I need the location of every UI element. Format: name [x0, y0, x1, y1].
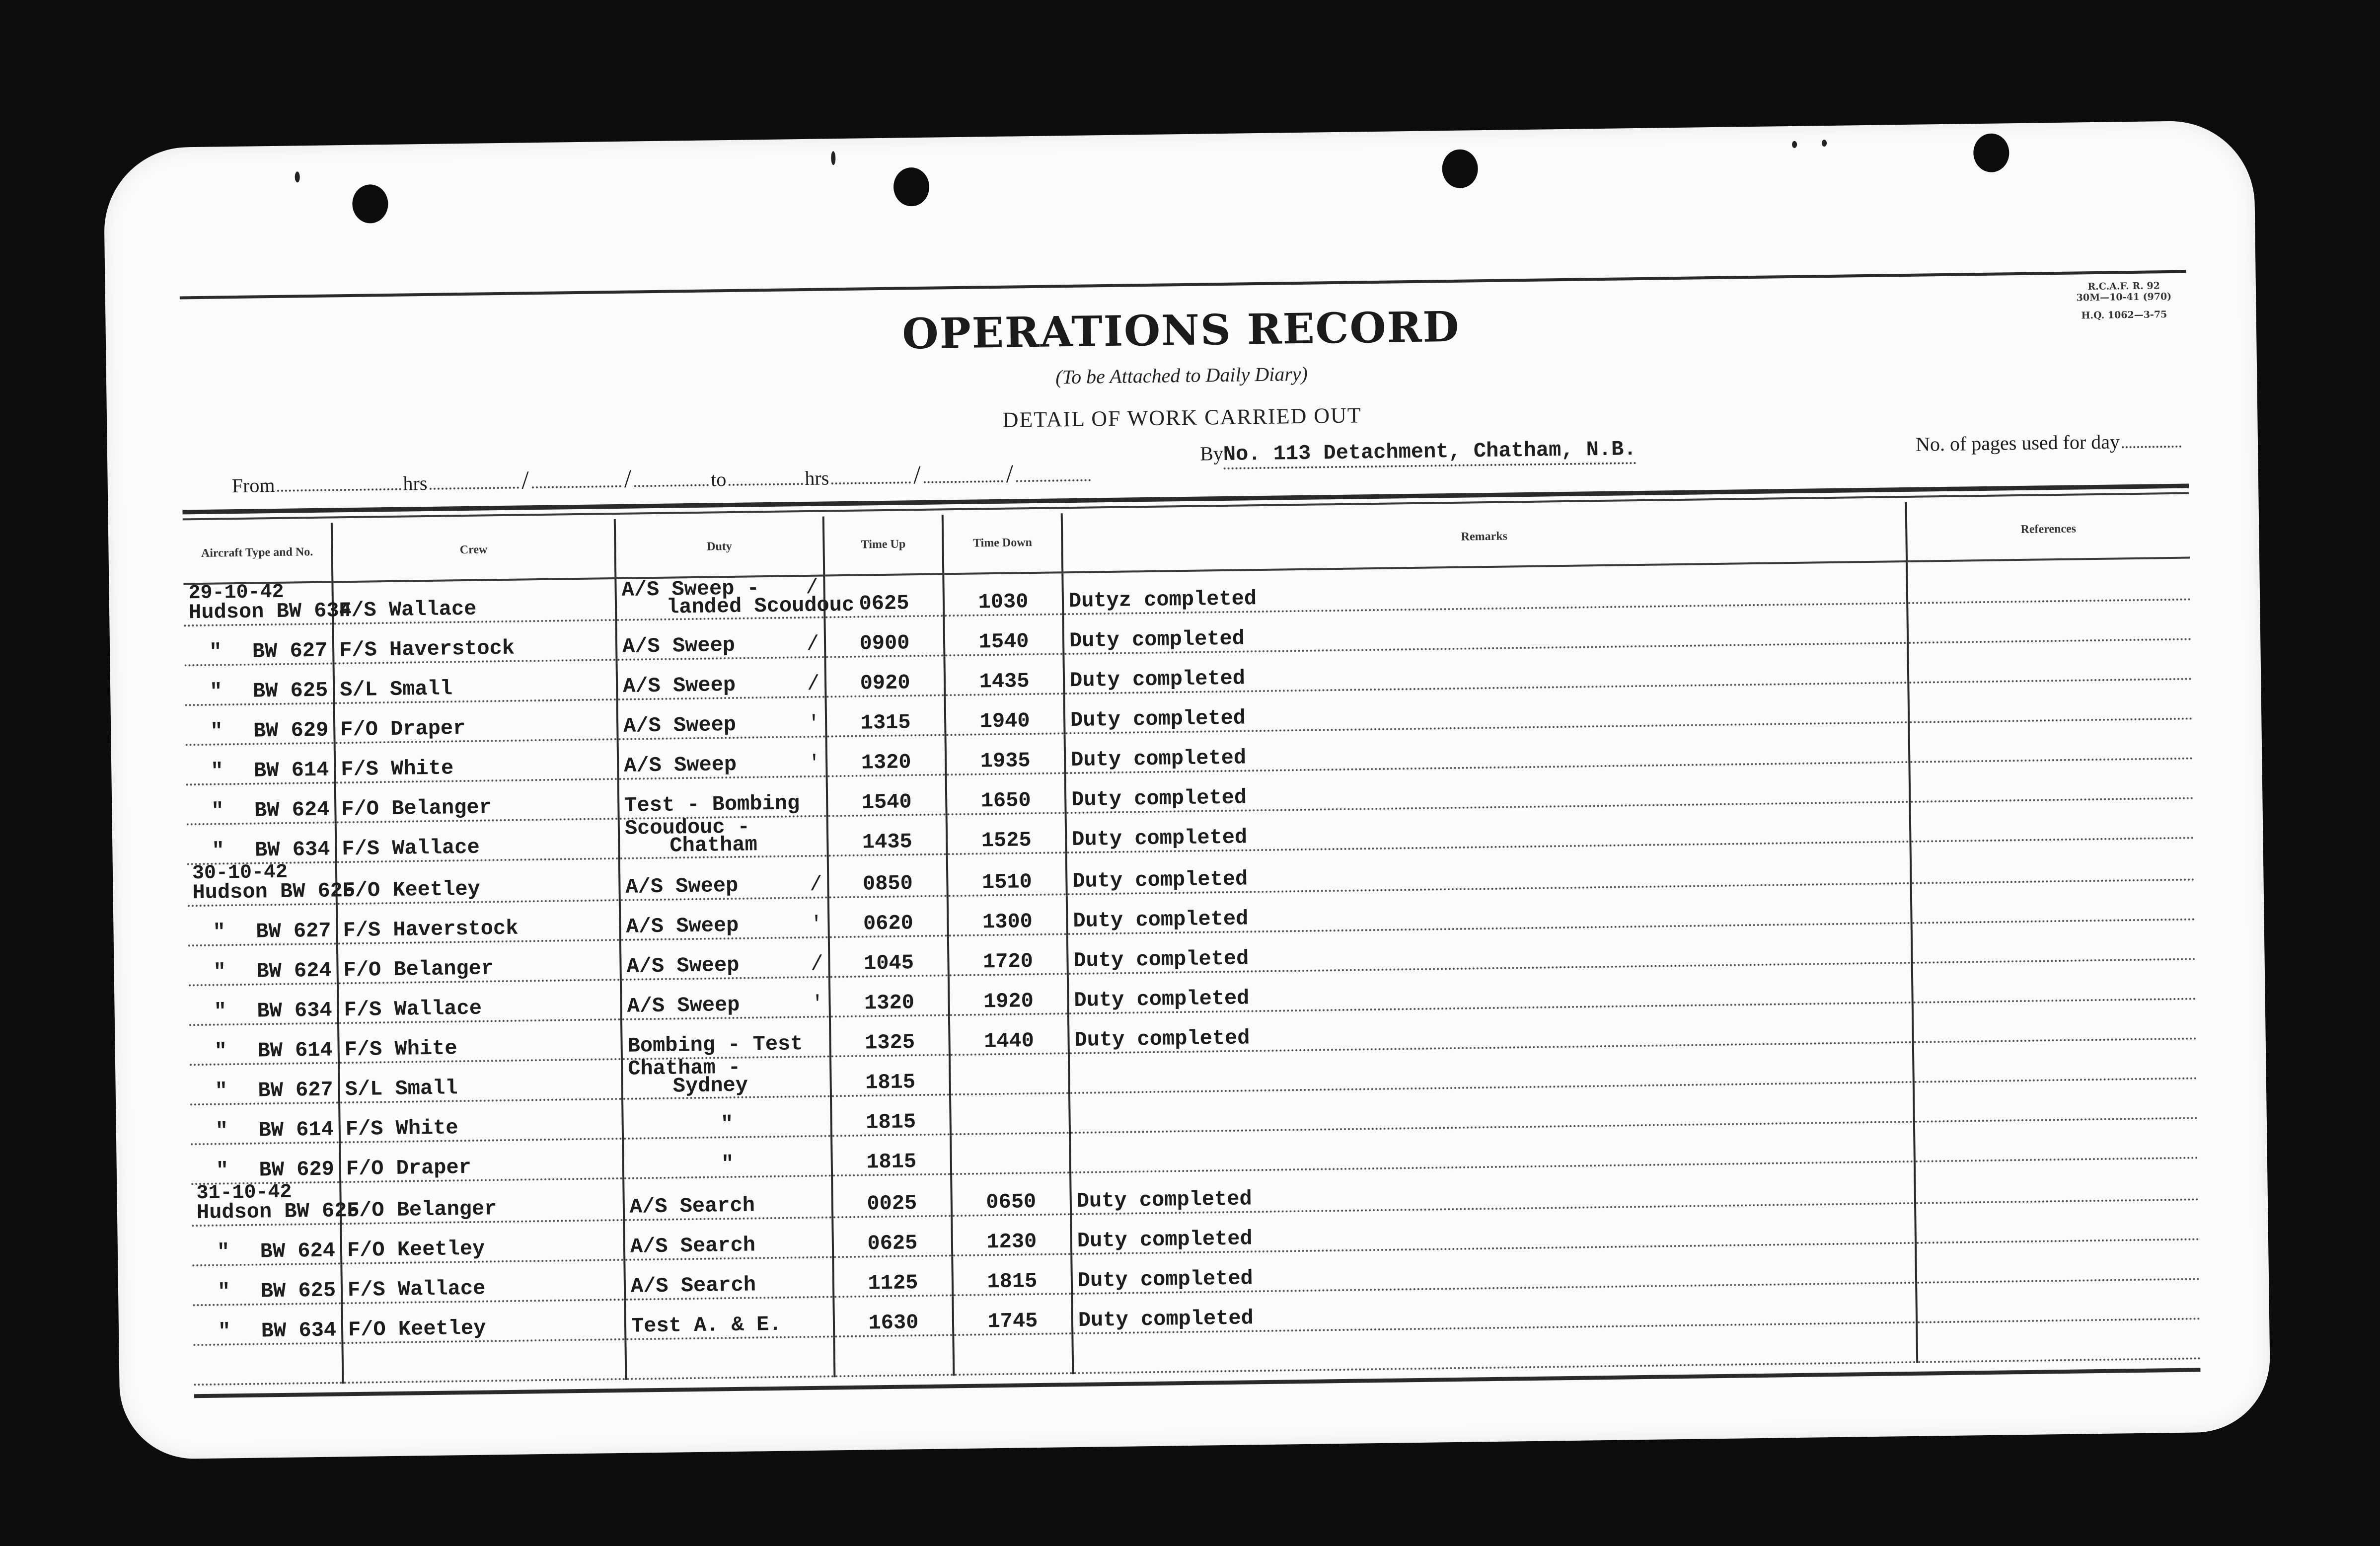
date-separator: / [913, 461, 921, 490]
time-up-cell: 1125 [833, 1255, 953, 1297]
from-to-line [231, 458, 1093, 499]
time-down-cell: 1510 [947, 852, 1067, 896]
time-down-cell: 1030 [943, 572, 1063, 616]
crew-cell: F/S Wallace [338, 980, 621, 1023]
duty-cell [624, 1257, 833, 1299]
aircraft-cell [185, 663, 334, 705]
duty-text [627, 1055, 825, 1098]
punch-hole [1442, 149, 1478, 188]
aircraft-cell [193, 1303, 342, 1345]
aircraft-number: BW 624 [254, 797, 330, 823]
operations-table [183, 499, 2200, 1386]
time-up-cell: 1045 [829, 935, 949, 977]
operations-record-card [103, 120, 2271, 1460]
page-title: OPERATIONS RECORD [901, 302, 1460, 359]
references-cell [1909, 719, 2192, 762]
column-header-remarks: Remarks [1062, 502, 1907, 572]
date-separator: / [1006, 460, 1014, 488]
form-code-line: R.C.A.F. R. 92 [2087, 280, 2160, 293]
crew-cell: F/O Belanger [337, 940, 621, 983]
remarks-cell: Duty completed [1068, 1003, 1913, 1053]
form-code-line: 30M—10-41 (970) [2076, 291, 2172, 304]
aircraft-number: BW 614 [257, 1038, 333, 1063]
pages-field[interactable] [2122, 445, 2181, 449]
aircraft-type: Hudson [196, 1200, 272, 1225]
ink-mark [295, 171, 300, 182]
time-up-cell: 0025 [832, 1174, 952, 1217]
aircraft-number: BW 634 [261, 1318, 337, 1343]
duty-text: A/S Search [630, 1273, 756, 1299]
to-day-field[interactable] [831, 481, 910, 484]
aircraft-cell [188, 904, 337, 945]
remarks-cell: Duty completed [1066, 802, 1911, 852]
punch-hole [893, 167, 930, 207]
references-cell [1910, 838, 2194, 883]
ditto-mark: " [720, 1112, 734, 1137]
references-cell [1911, 879, 2195, 923]
time-down-cell: 1935 [946, 733, 1065, 774]
empty-cell [1917, 1318, 2200, 1362]
duty-cell [620, 897, 829, 939]
crew-cell: F/O Keetley [341, 1220, 624, 1263]
remarks-cell: Dutyz completed [1062, 561, 1907, 614]
time-down-cell: 1525 [947, 813, 1066, 854]
time-up-cell: 0620 [828, 896, 948, 937]
crew-cell: F/O Belanger [335, 779, 619, 822]
duty-cell [623, 1175, 832, 1220]
time-down-cell: 1920 [949, 974, 1068, 1015]
ditto-mark: " [211, 759, 223, 783]
duty-text: A/S Sweep [622, 633, 736, 659]
references-cell [1910, 798, 2193, 841]
crew-cell: S/L Small [339, 1059, 622, 1102]
time-up-cell: 1815 [831, 1094, 951, 1136]
from-day-field[interactable] [429, 486, 519, 490]
by-line [1200, 436, 1636, 469]
time-down-cell: 1435 [944, 654, 1064, 695]
duty-text: A/S Sweep [623, 712, 737, 738]
aircraft-number: BW 625 [252, 678, 328, 703]
pages-line [1916, 429, 2184, 456]
ditto-mark: " [209, 640, 222, 664]
check-mark: / [806, 632, 819, 657]
time-up-cell: 0850 [828, 854, 948, 897]
section-heading: DETAIL OF WORK CARRIED OUT [1002, 403, 1362, 432]
duty-text: A/S Sweep [626, 913, 739, 939]
aircraft-cell [190, 1102, 340, 1144]
crew-cell: F/S White [335, 739, 618, 782]
time-up-cell: 1315 [825, 695, 945, 736]
empty-cell [625, 1336, 834, 1379]
duty-text: A/S Search [629, 1193, 755, 1219]
ditto-mark: " [214, 1000, 227, 1024]
aircraft-number: BW 634 [257, 998, 332, 1023]
time-down-cell: 1540 [944, 614, 1063, 655]
to-year-field[interactable] [1016, 478, 1091, 482]
check-mark: / [806, 575, 818, 600]
aircraft-number: BW 629 [259, 1157, 335, 1182]
duty-cell [616, 657, 825, 699]
ink-mark [831, 151, 835, 165]
time-down-cell: 1815 [952, 1254, 1072, 1295]
ditto-mark: " [213, 920, 226, 944]
aircraft-number: BW 625 [260, 1278, 336, 1304]
pages-label: No. of pages used for day [1915, 430, 2120, 456]
time-up-cell: 1320 [826, 735, 946, 776]
duty-text: A/S Sweep [626, 953, 740, 979]
ditto-mark: " [209, 680, 223, 704]
ink-mark [1822, 140, 1827, 147]
aircraft-number: BW 625 [284, 1198, 360, 1224]
remarks-cell: Duty completed [1064, 683, 1909, 733]
date-separator: / [624, 464, 632, 493]
from-label: From [231, 473, 275, 497]
time-up-cell: 1815 [830, 1055, 950, 1096]
duty-cell [620, 937, 829, 979]
time-up-cell: 1815 [831, 1134, 951, 1175]
duty-line: Sydney [672, 1073, 748, 1098]
time-up-cell: 0625 [824, 574, 944, 617]
ditto-mark: " [216, 1159, 229, 1183]
duty-text: Bombing - Test [627, 1032, 803, 1058]
references-cell [1915, 1158, 2198, 1203]
duty-cell [621, 977, 830, 1019]
aircraft-number: BW 629 [253, 718, 329, 743]
empty-cell [834, 1335, 954, 1376]
duty-cell [622, 1096, 831, 1138]
aircraft-cell [183, 581, 352, 625]
references-cell [1912, 919, 2195, 962]
aircraft-number: BW 634 [276, 598, 352, 623]
crew-cell: F/S Haverstock [337, 900, 620, 943]
references-cell [1909, 758, 2193, 801]
column-header-references: References [1906, 499, 2190, 561]
check-mark: ' [810, 912, 823, 936]
check-mark: / [810, 952, 823, 976]
crew-cell: F/O Keetley [336, 858, 620, 904]
aircraft-number: BW 634 [254, 837, 330, 862]
aircraft-cell [186, 743, 335, 784]
duty-cell [616, 618, 825, 660]
time-up-cell: 0900 [824, 616, 944, 657]
time-down-cell: 1745 [953, 1294, 1072, 1335]
ditto-mark: " [217, 1280, 230, 1304]
remarks-cell: Duty completed [1065, 762, 1910, 813]
empty-cell [953, 1333, 1073, 1375]
aircraft-cell [189, 1023, 339, 1065]
duty-line: Chatham [669, 833, 758, 858]
remarks-cell: Duty completed [1071, 1203, 1916, 1254]
duty-line: Scoudouc - [624, 815, 750, 841]
form-code-line: H.Q. 1062—3-75 [2081, 309, 2167, 321]
check-mark: / [807, 672, 820, 696]
remarks-cell: Duty completed [1070, 1161, 1915, 1214]
references-cell [1915, 1199, 2199, 1242]
check-mark: ' [811, 992, 824, 1016]
hrs-label: hrs [403, 471, 428, 495]
duty-text: A/S Sweep [625, 873, 739, 899]
remarks-cell: Duty completed [1071, 1243, 1916, 1294]
crew-cell: F/S White [339, 1099, 623, 1142]
ink-mark [1792, 141, 1797, 148]
ditto-mark: " [217, 1240, 230, 1264]
to-hours-field[interactable] [728, 482, 803, 486]
time-up-cell: 1325 [830, 1015, 950, 1056]
aircraft-number: BW 624 [260, 1238, 336, 1264]
references-cell [1914, 1118, 2198, 1161]
duty-cell [619, 816, 828, 858]
time-down-cell [951, 1133, 1070, 1174]
column-header-aircraft: Aircraft Type and No. [183, 523, 333, 584]
check-mark: ' [807, 711, 820, 736]
aircraft-type: Hudson [188, 600, 264, 625]
column-header-crew: Crew [332, 519, 616, 582]
remarks-cell: Duty completed [1066, 842, 1911, 894]
page-subtitle: (To be Attached to Daily Diary) [1055, 362, 1308, 388]
ditto-mark: " [210, 719, 223, 744]
hrs-label: hrs [805, 466, 829, 490]
references-cell [1914, 1078, 2197, 1121]
crew-cell: F/S White [338, 1019, 622, 1063]
crew-cell: F/O Keetley [342, 1300, 625, 1343]
time-down-cell: 1940 [945, 694, 1064, 735]
column-header-duty: Duty [615, 517, 824, 578]
time-down-cell [950, 1053, 1069, 1094]
time-up-cell: 1630 [833, 1295, 953, 1336]
aircraft-number: BW 627 [258, 1078, 334, 1103]
date-separator: / [521, 466, 529, 495]
aircraft-cell [192, 1263, 342, 1305]
aircraft-number: BW 614 [253, 758, 329, 783]
remarks-cell: Duty completed [1072, 1283, 1917, 1333]
by-unit-field[interactable]: No. 113 Detachment, Chatham, N.B. [1223, 437, 1636, 469]
aircraft-cell [189, 983, 338, 1025]
ditto-mark: " [211, 799, 224, 823]
punch-hole [352, 184, 388, 224]
crew-cell: F/S Wallace [341, 1260, 625, 1303]
time-down-cell: 1440 [949, 1013, 1069, 1055]
aircraft-number: BW 624 [256, 958, 332, 984]
from-year-field[interactable] [634, 484, 709, 487]
time-up-cell: 1540 [827, 774, 947, 816]
time-down-cell: 1720 [948, 934, 1068, 975]
punch-hole [1973, 133, 2009, 172]
duty-cell [624, 1217, 833, 1259]
crew-cell: S/L Small [334, 660, 617, 703]
remarks-cell: Duty completed [1063, 643, 1908, 694]
aircraft-cell [192, 1224, 341, 1265]
from-month-field[interactable] [532, 485, 621, 488]
ditto-mark: " [214, 1039, 227, 1064]
references-cell [1907, 600, 2191, 643]
aircraft-cell [190, 1063, 339, 1104]
duty-cell [617, 697, 826, 739]
aircraft-type: Hudson [192, 880, 268, 905]
check-mark: / [809, 872, 822, 897]
references-cell [1913, 999, 2196, 1042]
time-up-cell: 1435 [827, 814, 947, 855]
remarks-cell: Duty completed [1067, 923, 1912, 974]
remarks-cell: Duty completed [1068, 963, 1913, 1013]
date-label: 29-10-42 [188, 581, 284, 605]
duty-line: Chatham - [627, 1055, 741, 1081]
aircraft-cell [187, 861, 356, 906]
empty-cell [342, 1339, 626, 1383]
duty-cell [622, 1056, 831, 1098]
crew-cell: F/S Wallace [332, 578, 616, 623]
column-header-time-down: Time Down [943, 513, 1063, 574]
remarks-cell: Duty completed [1067, 883, 1912, 934]
ditto-mark: " [215, 1119, 228, 1143]
aircraft-cell [191, 1142, 340, 1184]
aircraft-number: BW 627 [252, 638, 328, 664]
crew-cell: F/O Draper [334, 699, 618, 743]
top-rule [180, 270, 2186, 300]
duty-text [624, 815, 822, 858]
remarks-cell: Duty completed [1064, 722, 1909, 773]
crew-cell: F/O Draper [340, 1139, 623, 1182]
duty-text: A/S Search [630, 1233, 756, 1259]
duty-text: A/S Sweep [627, 993, 740, 1018]
duty-text: Test A. & E. [631, 1312, 782, 1338]
aircraft-cell [184, 623, 333, 665]
aircraft-number: BW 614 [258, 1117, 334, 1143]
aircraft-cell [187, 822, 336, 864]
duty-line: landed Scoudouc [666, 593, 855, 619]
duty-text: A/S Sweep [623, 752, 737, 778]
aircraft-number: BW 625 [280, 878, 356, 904]
aircraft-cell [185, 703, 335, 745]
time-down-cell: 0650 [951, 1172, 1071, 1216]
aircraft-number: BW 627 [256, 919, 331, 944]
ditto-mark: " [721, 1152, 734, 1176]
time-up-cell: 1320 [829, 975, 949, 1016]
references-cell [1907, 558, 2190, 603]
aircraft-cell [186, 782, 336, 824]
from-hours-field[interactable] [277, 488, 401, 492]
duty-cell [615, 575, 855, 620]
crew-cell: F/S Wallace [336, 819, 619, 862]
time-up-cell: 0625 [832, 1216, 952, 1257]
time-down-cell [950, 1093, 1070, 1134]
references-cell [1912, 959, 2196, 1002]
references-cell [1908, 679, 2192, 722]
ditto-mark: " [215, 1079, 228, 1103]
crew-cell: F/S Haverstock [333, 620, 616, 663]
duty-text: Test - Bombing [624, 791, 800, 818]
by-label: By [1199, 442, 1224, 465]
empty-cell [193, 1343, 343, 1385]
time-up-cell: 0920 [825, 655, 945, 696]
references-cell [1916, 1279, 2200, 1322]
time-down-cell: 1300 [948, 894, 1067, 935]
ditto-mark: " [213, 960, 226, 984]
duty-cell [619, 855, 828, 900]
time-down-cell: 1230 [952, 1214, 1071, 1255]
date-label: 31-10-42 [196, 1181, 292, 1205]
duty-line: A/S Sweep - [621, 576, 760, 602]
aircraft-cell [188, 943, 338, 985]
duty-cell [625, 1297, 834, 1339]
ditto-mark: " [218, 1319, 231, 1344]
duty-cell [621, 1016, 830, 1059]
references-cell [1908, 639, 2191, 683]
duty-text [621, 575, 855, 619]
time-down-cell: 1650 [946, 773, 1066, 814]
references-cell [1913, 1038, 2197, 1082]
crew-cell: F/O Belanger [340, 1178, 624, 1224]
to-label: to [710, 468, 727, 491]
duty-text: A/S Sweep [622, 673, 736, 698]
to-month-field[interactable] [924, 480, 1003, 483]
remarks-cell: Duty completed [1063, 603, 1908, 654]
duty-cell [618, 776, 827, 818]
date-label: 30-10-42 [192, 861, 288, 885]
check-mark: ' [808, 751, 821, 775]
ditto-mark: " [212, 839, 224, 863]
duty-cell [618, 737, 827, 779]
duty-cell [623, 1136, 832, 1178]
references-cell [1916, 1239, 2199, 1282]
aircraft-cell [191, 1181, 360, 1226]
column-header-time-up: Time Up [823, 515, 944, 575]
table-body [183, 558, 2200, 1385]
